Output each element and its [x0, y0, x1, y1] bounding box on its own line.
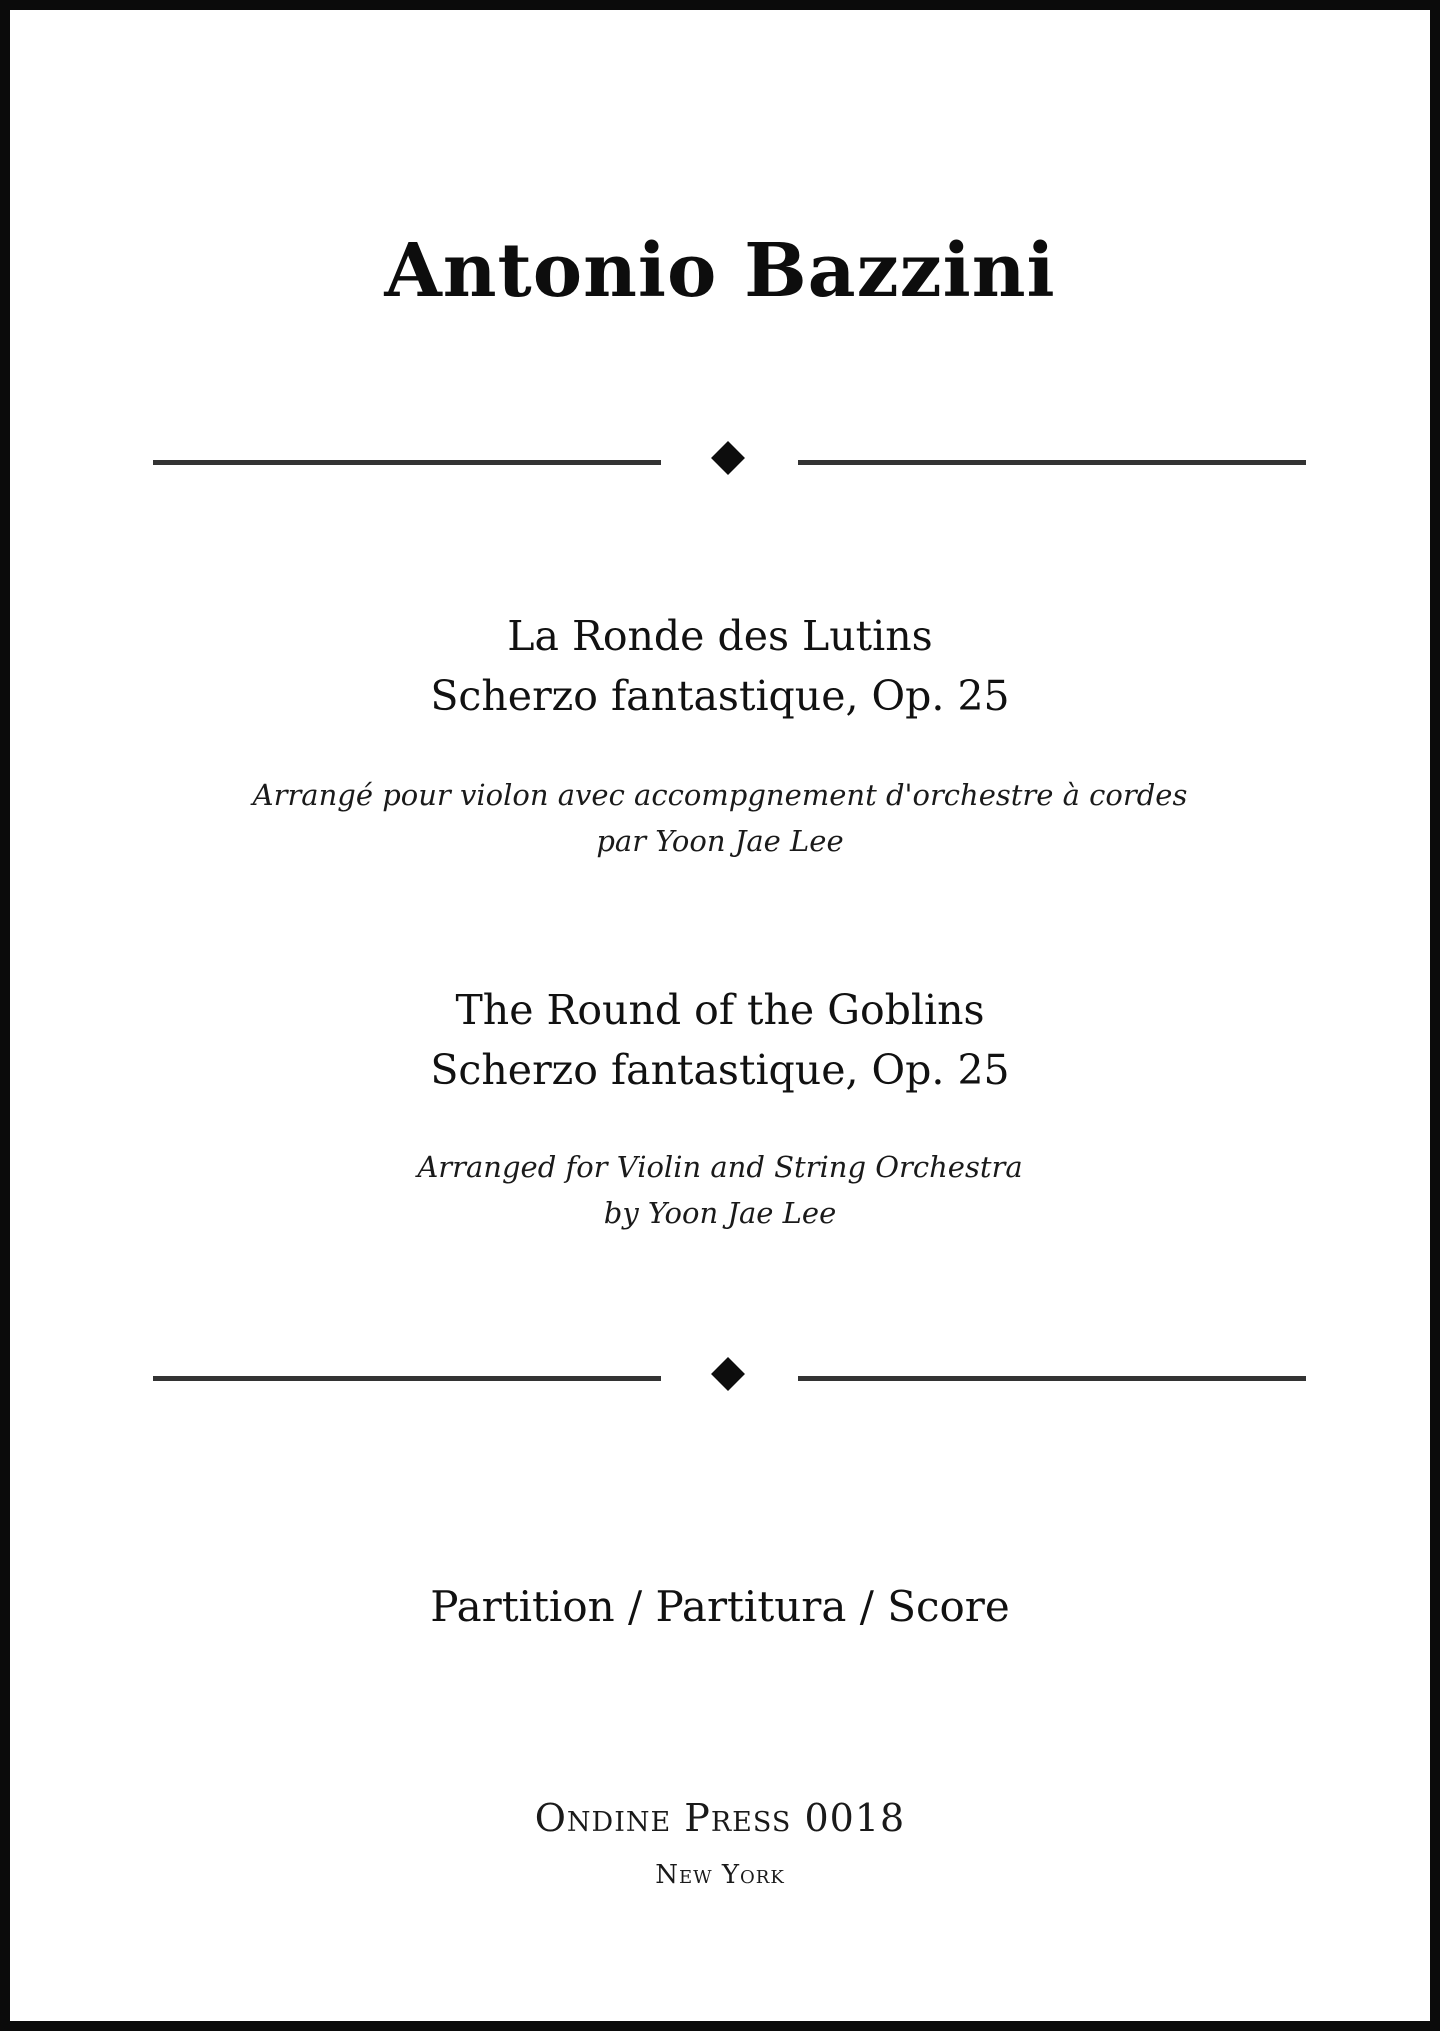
english-arranger-line: by Yoon Jae Lee — [603, 1196, 837, 1230]
english-title-block — [10, 980, 1430, 1100]
divider-rule-right — [798, 1376, 1306, 1381]
french-title-block — [10, 606, 1430, 726]
french-arrangement-block — [10, 772, 1430, 864]
ornamental-divider-bottom — [10, 1358, 1430, 1398]
french-arrangement-line: Arrangé pour violon avec accompgnement d'orchestre à cordes — [252, 778, 1188, 812]
diamond-ornament-icon — [711, 441, 745, 475]
french-subtitle: Scherzo fantastique, Op. 25 — [430, 672, 1010, 720]
english-subtitle: Scherzo fantastique, Op. 25 — [430, 1046, 1010, 1094]
english-arrangement-block — [10, 1144, 1430, 1236]
divider-rule-left — [153, 460, 661, 465]
french-title: La Ronde des Lutins — [507, 612, 933, 660]
publisher-city: New York — [655, 1860, 785, 1890]
ornamental-divider-top — [10, 442, 1430, 482]
score-type-label: Partition / Partitura / Score — [430, 1582, 1010, 1631]
publisher-name: Ondine Press 0018 — [534, 1796, 906, 1840]
diamond-ornament-icon — [711, 1357, 745, 1391]
english-title: The Round of the Goblins — [455, 986, 985, 1034]
divider-rule-right — [798, 460, 1306, 465]
english-arrangement-line: Arranged for Violin and String Orchestra — [417, 1150, 1023, 1184]
french-arranger-line: par Yoon Jae Lee — [596, 824, 844, 858]
divider-rule-left — [153, 1376, 661, 1381]
composer-name: Antonio Bazzini — [384, 228, 1056, 314]
